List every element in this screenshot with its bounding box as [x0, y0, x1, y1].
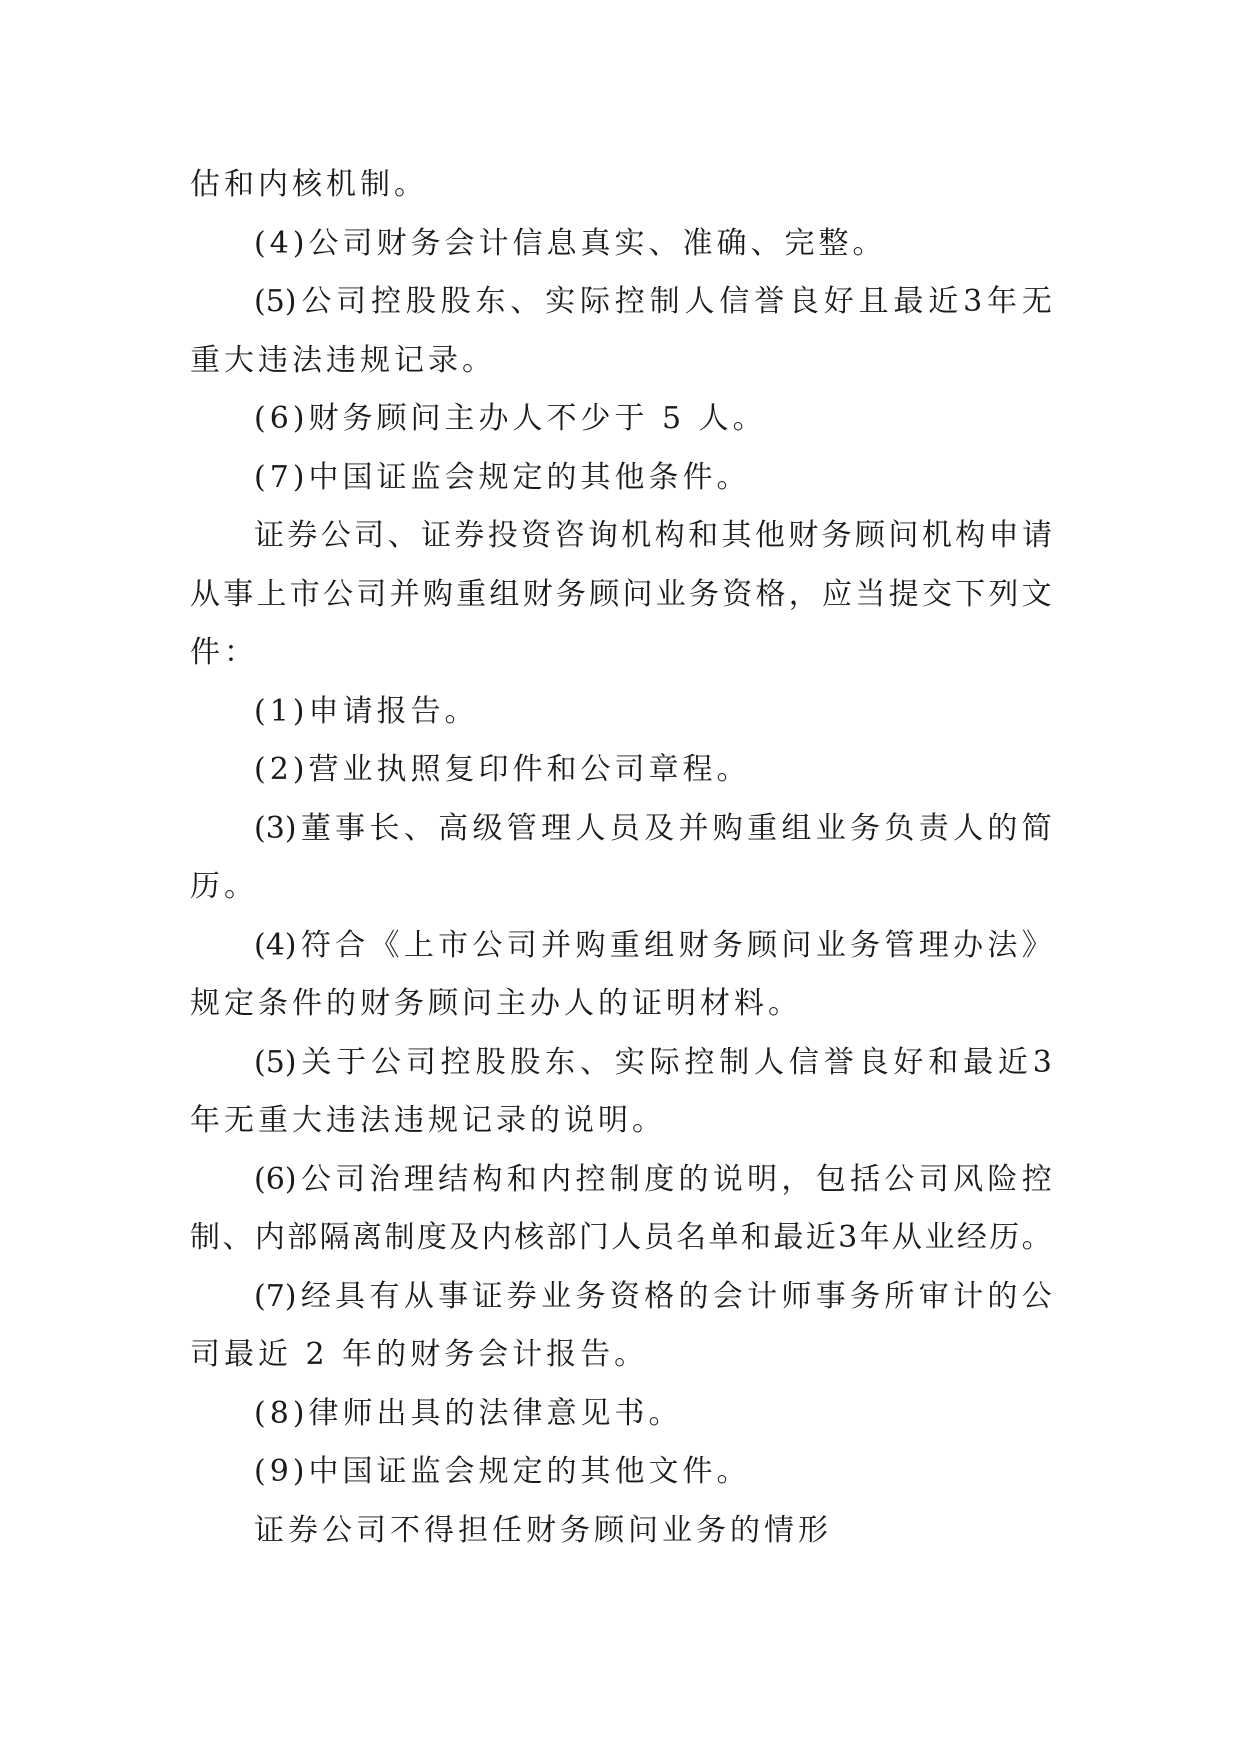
- text-line: (2)营业执照复印件和公司章程。: [254, 752, 751, 787]
- text-line: 制 、 内 部 隔 离 制 度 及 内 核 部 门 人 员 名 单 和 最 近 3 年 从 业 经 历 。: [190, 1220, 1052, 1255]
- text-line: 从 事 上 市 公 司 并 购 重 组 财 务 顾 问 业 务 资 格 ， 应 当 提 交 下 列 文: [190, 576, 1052, 612]
- text-line: (7) 经 具 有 从 事 证 券 业 务 资 格 的 会 计 师 事 务 所 审 计 的 公: [254, 1278, 1052, 1314]
- text-line: 证券公司不得担任财务顾问业务的情形: [254, 1512, 832, 1548]
- text-line: (3) 董 事 长 、 高 级 管 理 人 员 及 并 购 重 组 业 务 负 责 人 的 简: [254, 810, 1052, 846]
- text-line: 证 券 公 司 、 证 券 投 资 咨 询 机 构 和 其 他 财 务 顾 问 机 构 申 请: [254, 518, 1052, 553]
- text-line: (6)财务顾问主办人不少于 5 人。: [254, 401, 767, 436]
- text-line: (5) 公 司 控 股 股 东 、 实 际 控 制 人 信 誉 良 好 且 最 近 3 年 无: [254, 284, 1052, 319]
- text-line: 历。: [190, 869, 258, 904]
- text-line: (7)中国证监会规定的其他条件。: [254, 459, 751, 495]
- text-line: (8)律师出具的法律意见书。: [254, 1395, 683, 1431]
- text-line: (9)中国证监会规定的其他文件。: [254, 1454, 751, 1489]
- text-line: (6) 公 司 治 理 结 构 和 内 控 制 度 的 说 明 ， 包 括 公 司 风 险 控: [254, 1161, 1052, 1197]
- text-line: 件：: [190, 635, 258, 670]
- text-line: (5) 关 于 公 司 控 股 股 东 、 实 际 控 制 人 信 誉 良 好 和 最 近 3: [254, 1044, 1052, 1080]
- text-line: 年无重大违法违规记录的说明。: [190, 1103, 666, 1138]
- text-line: (4) 符 合 《 上 市 公 司 并 购 重 组 财 务 顾 问 业 务 管 理 办 法 》: [254, 927, 1052, 963]
- document-body: [190, 156, 1052, 1560]
- text-line: (4)公司财务会计信息真实、准确、完整。: [254, 225, 887, 261]
- text-line: 估和内核机制。: [190, 167, 428, 202]
- text-line: 司最近 2 年的财务会计报告。: [190, 1337, 649, 1372]
- text-line: (1)申请报告。: [254, 693, 479, 729]
- text-line: 规定条件的财务顾问主办人的证明材料。: [190, 986, 802, 1021]
- text-line: 重大违法违规记录。: [190, 342, 496, 378]
